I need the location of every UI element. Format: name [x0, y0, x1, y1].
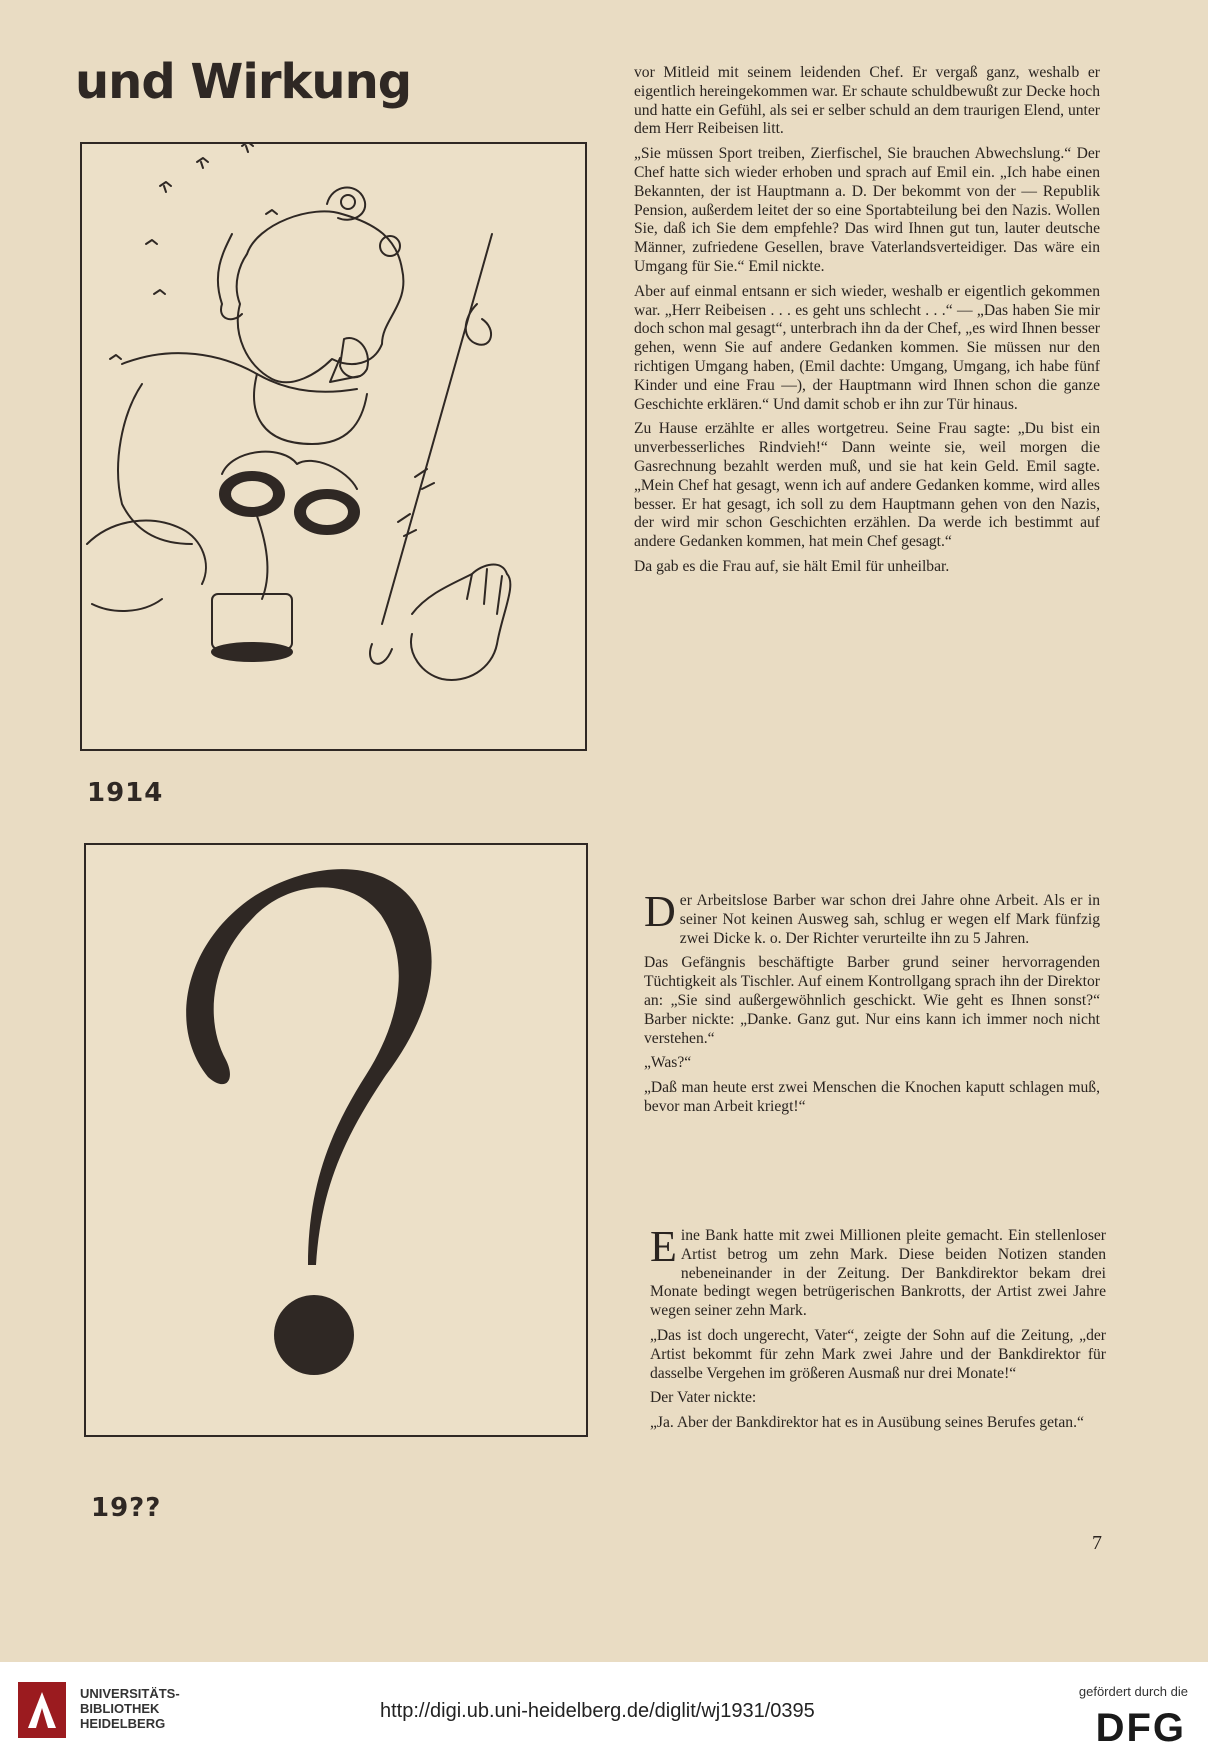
gas-mask-drawing	[82, 144, 585, 749]
story-column-barber	[644, 887, 1100, 1123]
story-column-bank	[650, 1222, 1106, 1439]
headline: und Wirkung	[75, 54, 412, 110]
question-mark-drawing	[86, 845, 586, 1435]
paragraph-text: er Arbeitslose Barber war schon drei Jahre ohne Arbeit. Als er in seiner Not keinen Ausweg sah, schlug er wegen elf Mark fünfzig zwei Dicke k. o. Der Richter verurteilte ihn zu 5 Jahren.	[679, 892, 1100, 947]
paragraph: „Das ist doch ungerecht, Vater“, zeigte der Sohn auf die Zeitung, „der Artist bekommt für zehn Mark zwei Jahre und der Bankdirektor für dasselbe Vergehen im größeren Ausmaß nur drei Monate!“	[650, 1326, 1106, 1382]
paragraph: „Was?“	[644, 1054, 692, 1072]
paragraph: „Sie müssen Sport treiben, Zierfischel, Sie brauchen Abwechslung.“ Der Chef hatte sich wieder erhoben und sprach auf Emil ein. „Ich habe einen Bekannten, der ist Hauptmann a. D. Der bekommt von der — Republik Pension, außerdem leitet der so eine Sportabteilung bei den Nazis. Wollen Sie, daß ich Sie dem empfehle? Das wird Ihnen gut tun, lauter deutsche Männer, zufriedene Gesellen, brave Vaterlandsverteidiger. Das wäre ein Umgang für Sie.“ Emil nickte.	[634, 145, 1100, 275]
dfg-logo: DFG	[1095, 1706, 1186, 1750]
story-column-emil	[634, 64, 1100, 583]
illustration-question-mark	[84, 843, 588, 1437]
paragraph: Das Gefängnis beschäftigte Barber grund seiner hervorragenden Tüchtigkeit als Tischler. Auf einem Kontrollgang sprach ihn der Direktor an: „Sie sind außergewöhnlich geschickt. Wie geht es Ihnen sonst?“ Barber nickte: „Danke. Ganz gut. Nur eins kann ich immer noch nicht verstehen.“	[644, 954, 1100, 1047]
paragraph: vor Mitleid mit seinem leidenden Chef. Er vergaß ganz, weshalb er eigentlich hereingekommen war. Er schaute schuldbewußt zur Decke hoch und hatte ein Gefühl, als sei er selber schuld an dem traurigen Elend, unter dem Herr Reibeisen litt.	[634, 64, 1100, 138]
paragraph: Der Vater nickte:	[650, 1389, 757, 1407]
library-name: UNIVERSITÄTS- BIBLIOTHEK HEIDELBERG	[80, 1686, 180, 1731]
page-number: 7	[1092, 1532, 1102, 1554]
funded-by-label: gefördert durch die	[1078, 1684, 1188, 1699]
illustration-1914-gas-mask-soldier	[80, 142, 587, 751]
dropcap: D	[644, 887, 676, 936]
paragraph	[644, 887, 1100, 948]
source-url-link[interactable]: http://digi.ub.uni-heidelberg.de/diglit/wj1931/0395	[380, 1700, 815, 1722]
paragraph-text: ine Bank hatte mit zwei Millionen pleite gemacht. Ein stellenloser Artist betrog um zehn Mark. Diese beiden Notizen standen nebeneinander in der Zeitung. Der Bankdirektor bekam drei Monate bedingt wegen betrügerischen Bankrotts, der Artist zwei Jahre wegen seiner zehn Mark.	[650, 1227, 1106, 1320]
paragraph: „Ja. Aber der Bankdirektor hat es in Ausübung seines Berufes getan.“	[650, 1414, 1084, 1432]
digitization-footer	[0, 1662, 1208, 1760]
caption-19xx: 19??	[91, 1493, 162, 1523]
paragraph: Aber auf einmal entsann er sich wieder, weshalb er eigentlich gekommen war. „Herr Reibeisen . . . es geht uns schlecht . . .“ — „Das haben Sie mir doch schon mal gesagt“, unterbrach ihn da der Chef, „es wird Ihnen besser gehen, wenn Sie auf andere Gedanken kommen. Sie müssen nur den richtigen Umgang haben, (Emil dachte: Umgang, Umgang, ich habe fünf Kinder und eine Frau —), der Hauptmann wird Ihnen schon die ganze Geschichte erklären.“ Und damit schob er ihn zur Tür hinaus.	[634, 282, 1100, 413]
caption-1914: 1914	[87, 778, 164, 808]
dropcap: E	[650, 1222, 677, 1271]
paragraph: „Daß man heute erst zwei Menschen die Knochen kaputt schlagen muß, bevor man Arbeit kriegt!“	[644, 1079, 1100, 1115]
paragraph: Da gab es die Frau auf, sie hält Emil für unheilbar.	[634, 557, 950, 575]
paragraph	[650, 1222, 1106, 1321]
library-logo-icon	[18, 1682, 66, 1738]
paragraph: Zu Hause erzählte er alles wortgetreu. Seine Frau sagte: „Du bist ein unverbesserliches Rindvieh!“ Dann weinte sie, weil morgen die Gasrechnung bezahlt werden muß, und sie hat kein Geld. Emil sagte. „Mein Chef hat gesagt, wenn ich auf andere Gedanken komme, wird alles besser. Er hat gesagt, ich soll zu dem Hauptmann gehen von den Nazis, der wird mir schon Geschichten erzählen. Da werde ich bestimmt auf andere Gedanken kommen, hat mein Chef gesagt.“	[634, 420, 1100, 551]
